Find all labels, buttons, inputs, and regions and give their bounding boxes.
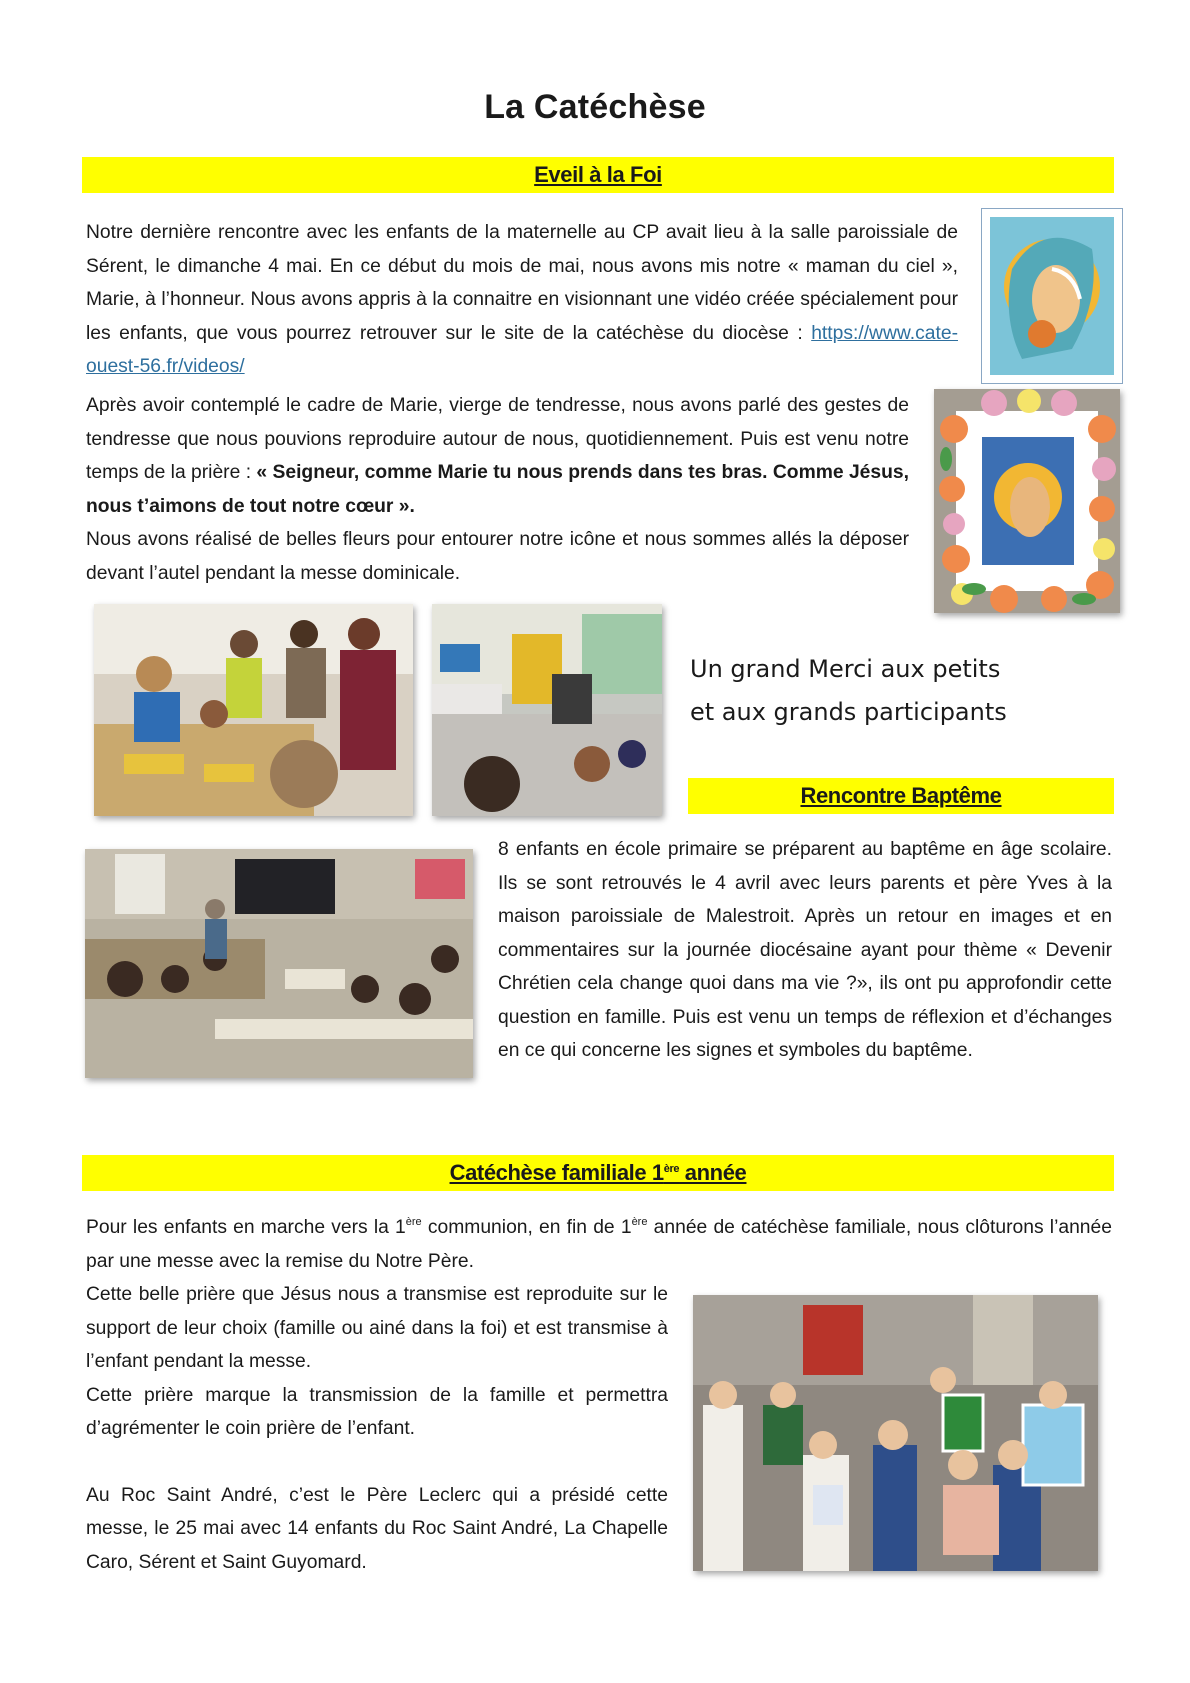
video-viewing-photo xyxy=(432,604,662,816)
thanks-line-2: et aux grands participants xyxy=(690,698,1007,726)
familiale-p1-c: année de catéchèse familiale, nous clôturons l’année par une messe avec la remise du Notre Père. xyxy=(86,1217,1112,1272)
eveil-p2-text: Après avoir contemplé le cadre de Marie, vierge de tendresse, nous avons parlé des gestes de tendresse que nous pouvions reproduire autour de nous, quotidiennement. Puis est venu notre temps de la prière : xyxy=(86,395,909,483)
familiale-p1-b: communion, en fin de 1 xyxy=(421,1217,632,1238)
familiale-p1-a: Pour les enfants en marche vers la 1 xyxy=(86,1217,406,1238)
bapteme-text: 8 enfants en école primaire se préparent au baptême en âge scolaire. Ils se sont retrouvés le 4 avril avec leurs parents et père Yves à la maison paroissiale de Malestroit. Après un retour en images et en commentaires sur la journée diocésaine ayant pour thème « Devenir Chrétien cela change quoi dans ma vie ?», ils ont pu approfondir cette question en famille. Puis est venu un temps de réflexion et d’échanges en ce qui concerne les signes et symboles du baptême. xyxy=(498,839,1112,1061)
familiale-paragraph-1 xyxy=(86,1211,1112,1278)
communion-mass-photo xyxy=(693,1295,1098,1571)
familiale-p1-sup1: ère xyxy=(405,1216,422,1228)
thanks-line-1: Un grand Merci aux petits xyxy=(690,655,1001,683)
eveil-p3-text: Nous avons réalisé de belles fleurs pour entourer notre icône et nous sommes allés la déposer devant l’autel pendant la messe dominicale. xyxy=(86,529,909,584)
mary-icon-image xyxy=(981,208,1123,384)
heading-main: Catéchèse familiale 1 xyxy=(449,1160,664,1185)
section-heading-bapteme xyxy=(688,778,1114,814)
section-heading-eveil xyxy=(82,157,1114,193)
baptism-meeting-photo xyxy=(85,849,473,1078)
section-heading-text: Eveil à la Foi xyxy=(534,162,662,187)
eveil-paragraph-2 xyxy=(86,389,909,590)
thanks-message xyxy=(690,648,1110,734)
eveil-prayer-bold: « Seigneur, comme Marie tu nous prends dans tes bras. Comme Jésus, nous t’aimons de tout notre cœur ». xyxy=(86,462,909,517)
familiale-p2: Cette belle prière que Jésus nous a transmise est reproduite sur le support de leur choix (famille ou ainé dans la foi) et est transmise à l’enfant pendant la messe. xyxy=(86,1284,668,1372)
familiale-p4: Au Roc Saint André, c’est le Père Leclerc qui a présidé cette messe, le 25 mai avec 14 enfants du Roc Saint André, La Chapelle Caro, Sérent et Saint Guyomard. xyxy=(86,1484,668,1573)
heading-end: année xyxy=(679,1160,747,1185)
familiale-p1-sup2: ère xyxy=(631,1216,648,1228)
page-title: La Catéchèse xyxy=(484,88,706,126)
eveil-p1-text: Notre dernière rencontre avec les enfants de la maternelle au CP avait lieu à la salle paroissiale de Sérent, le dimanche 4 mai. En ce début du mois de mai, nous avons mis notre « maman du ciel », Marie, à l’honneur. Nous avons appris à la connaitre en visionnant une vidéo créée spécialement pour les enfants, que vous pourrez retrouver sur le site de la catéchèse du diocèse : xyxy=(86,222,958,344)
familiale-paragraphs xyxy=(86,1278,668,1579)
eveil-paragraph-1 xyxy=(86,216,958,384)
section-heading-text: Rencontre Baptême xyxy=(800,783,1002,808)
heading-sup: ère xyxy=(663,1163,680,1175)
blank-line xyxy=(86,1446,668,1479)
bapteme-paragraph xyxy=(498,833,1112,1068)
section-heading-text xyxy=(450,1160,747,1186)
familiale-p3: Cette prière marque la transmission de la famille et permettra d’agrémenter le coin prière de l’enfant. xyxy=(86,1384,668,1439)
cate-videos-link[interactable]: https://www.cate-ouest-56.fr/videos/ xyxy=(86,322,958,377)
flower-frame-photo xyxy=(934,389,1120,613)
children-activity-photo xyxy=(94,604,413,816)
section-heading-familiale xyxy=(82,1155,1114,1191)
